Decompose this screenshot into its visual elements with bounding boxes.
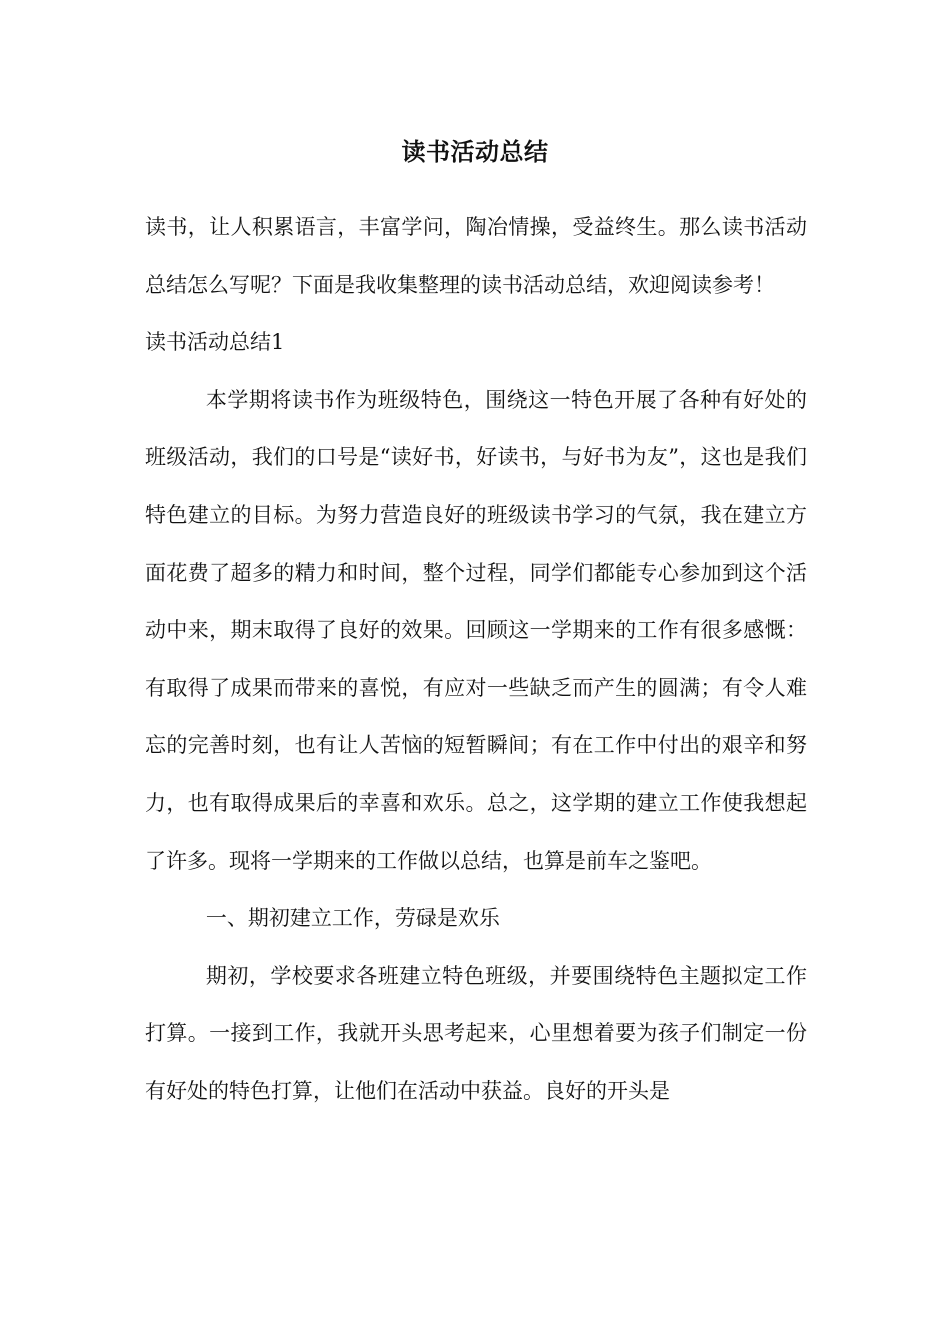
intro-paragraph: 读书，让人积累语言，丰富学问，陶冶情操，受益终生。那么读书活动总结怎么写呢？下面是我收集整理的读书活动总结，欢迎阅读参考！	[145, 215, 807, 297]
section-heading-1: 一、期初建立工作，劳碌是欢乐	[205, 906, 500, 931]
document-body	[145, 199, 807, 1121]
document-title: 读书活动总结	[401, 137, 549, 166]
section-title: 读书活动总结1	[145, 330, 285, 355]
body-paragraph-2: 期初，学校要求各班建立特色班级，并要围绕特色主题拟定工作打算。一接到工作，我就开头思考起来，心里想着要为孩子们制定一份有好处的特色打算，让他们在活动中获益。良好的开头是	[145, 963, 807, 1103]
body-paragraph-1: 本学期将读书作为班级特色，围绕这一特色开展了各种有好处的班级活动，我们的口号是“读好书，好读书，与好书为友”，这也是我们特色建立的目标。为努力营造良好的班级读书学习的气氛，我在建立方面花费了超多的精力和时间，整个过程，同学们都能专心参加到这个活动中来，期末取得了良好的效果。回顾这一学期来的工作有很多感慨：有取得了成果而带来的喜悦，有应对一些缺乏而产生的圆满；有令人难忘的完善时刻，也有让人苦恼的短暂瞬间；有在工作中付出的艰辛和努力，也有取得成果后的幸喜和欢乐。总之，这学期的建立工作使我想起了许多。现将一学期来的工作做以总结，也算是前车之鉴吧。	[145, 387, 807, 873]
